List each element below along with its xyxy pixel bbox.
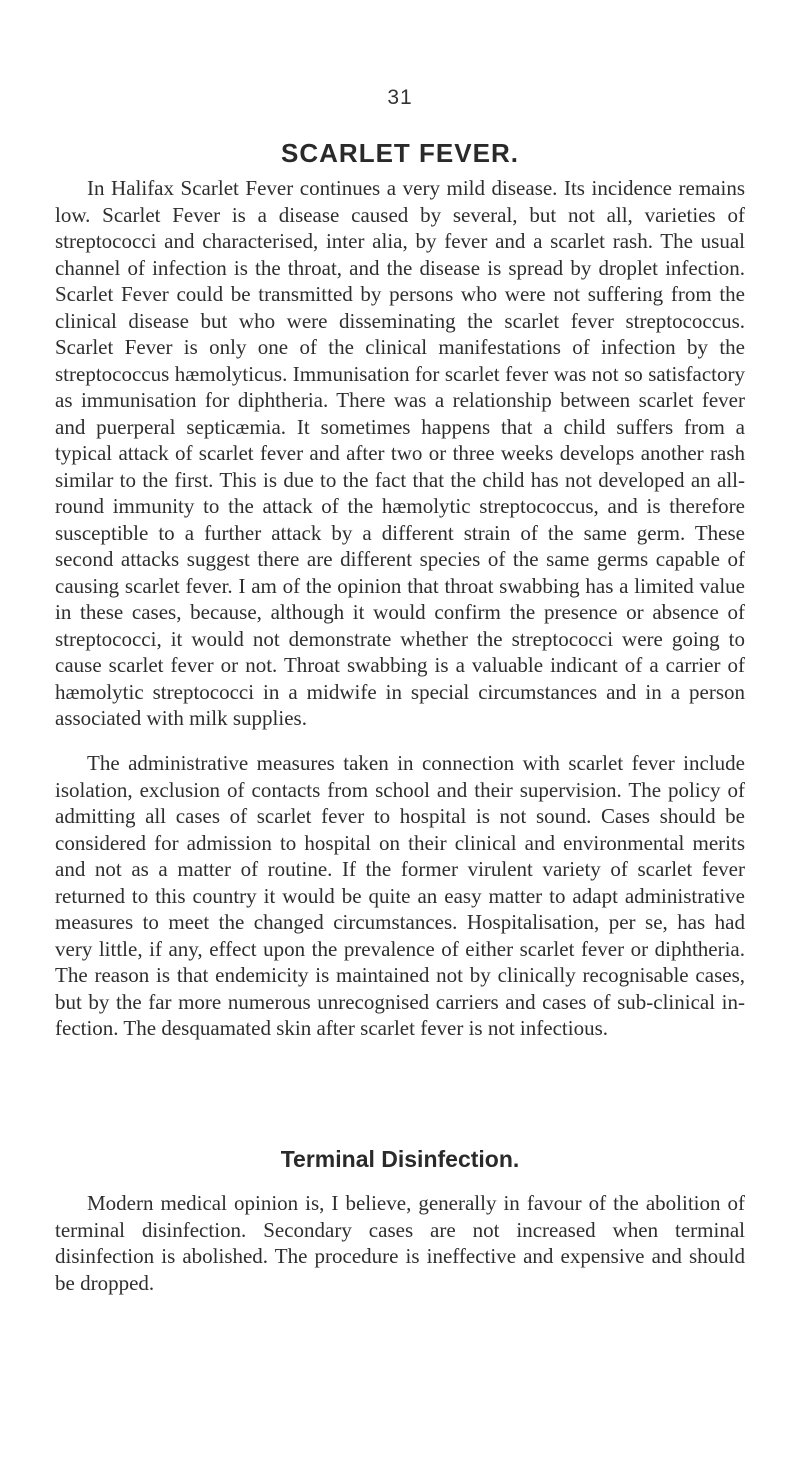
body-paragraph: Modern medical opinion is, I believe, generally in favour of the abolition of terminal disinfection. Secondary cases are not increased when terminal disinfection is abolished. The procedure is ineffective and expensive and should be dropped. [55, 1191, 745, 1295]
section-title: SCARLET FEVER. [281, 138, 519, 168]
body-paragraph: In Halifax Scarlet Fever continues a very mild disease. Its incidence remains low. Scarlet Fever is a disease caused by several, but not all, varieties of streptococci and characterised, inter alia, by fever and a scarlet rash. The usual channel of infection is the throat, and the disease is spread by droplet infection. Scarlet Fever could be transmitted by persons who were not suffering from the clinical disease but who were disseminating the scarlet fever streptococcus. Scarlet Fever is only one of the clinical manifestations of infection by the streptococcus hæmolyticus. Immunisation for scarlet fever was not so satisfactory as immunisation for diphtheria. There was a relationship between scarlet fever and puerperal septicæmia. It sometimes happens that a child suffers from a typical attack of scarlet fever and after two or three weeks develops another rash similar to the first. This is due to the fact that the child has not developed an all-round immunity to the attack of the hæmolytic streptococcus, and is therefore susceptible to a further attack by a different strain of the same germ. These second attacks suggest there are different species of the same germs capable of causing scarlet fever. I am of the opinion that throat swabbing has a limited value in these cases, because, although it would confirm the presence or absence of streptococci, it would not demonstrate whether the streptococci were going to cause scarlet fever or not. Throat swabbing is a valuable indicant of a carrier of hæmolytic streptococci in a midwife in special circumstances and in a person associated with milk supplies. [55, 176, 745, 730]
page-number: 31 [387, 86, 413, 109]
subsection-title: Terminal Disinfection. [280, 1146, 520, 1172]
body-paragraph: The administrative measures taken in connection with scarlet fever include isolation, exclusion of contacts from school and their supervision. The policy of admitting all cases of scarlet fever to hospital is not sound. Cases should be considered for admission to hospital on their clinical and environmental merits and not as a matter of routine. If the former virulent variety of scarlet fever returned to this country it would be quite an easy matter to adapt administrative measures to meet the changed circumstances. Hospitalisation, per se, has had very little, if any, effect upon the prevalence of either scarlet fever or diphtheria. The reason is that endemicity is maintained not by clinically recognisable cases, but by the far more numerous unrecognised carriers and cases of sub-clinical infection. The desquamated skin after scarlet fever is not infectious. [55, 751, 745, 1040]
